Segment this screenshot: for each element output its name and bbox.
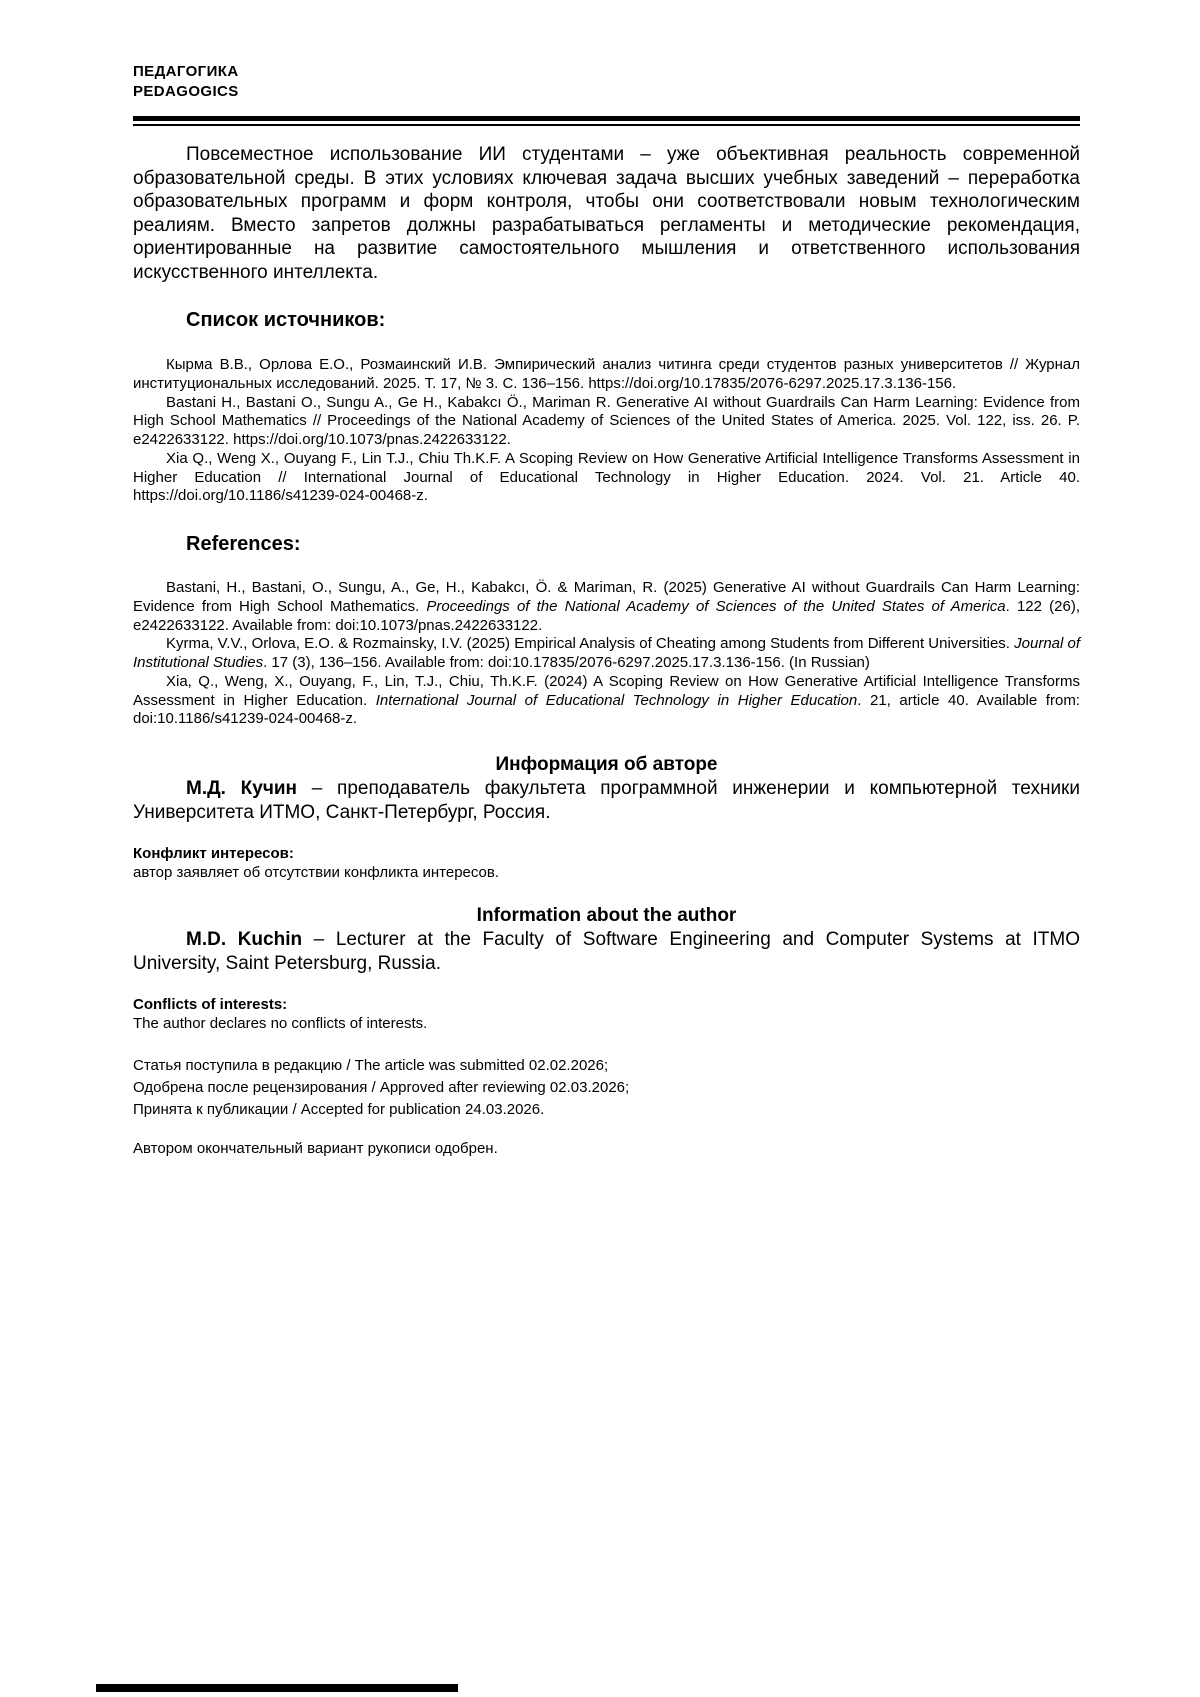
date-line: Принята к публикации / Accepted for publication 24.03.2026. (133, 1101, 545, 1118)
date-line: Одобрена после рецензирования / Approved after reviewing 02.03.2026; (133, 1079, 630, 1096)
author-name-ru: М.Д. Кучин (186, 778, 298, 799)
rubric-en: PEDAGOGICS (133, 83, 239, 100)
author-description-en: – Lecturer at the Faculty of Software Engineering and Computer Systems at ITMO University, Saint Petersburg, Russia. (133, 929, 1080, 974)
article-dates (133, 1055, 1080, 1121)
author-info-en (133, 928, 1080, 975)
journal-rubric (133, 62, 1080, 102)
rubric-ru: ПЕДАГОГИКА (133, 63, 239, 80)
conflict-block-en (133, 995, 1080, 1033)
references-heading-en: References: (186, 533, 301, 555)
reference-item: Xia, Q., Weng, X., Ouyang, F., Lin, T.J., Chiu, Th.K.F. (2024) A Scoping Review on How Generative Artificial Intelligence Transforms Assessment in Higher Education. International Journal of Educational Technology in Higher Education. 21, article 40. Available from: doi:10.1186/s41239-024-00468-z. (133, 672, 1080, 728)
references-list-en (133, 579, 1080, 729)
conflict-text-ru: автор заявляет об отсутствии конфликта интересов. (133, 864, 500, 881)
footer-scan-bar (96, 1684, 458, 1692)
sources-list-ru (133, 356, 1080, 506)
conflict-heading-en: Conflicts of interests: (133, 996, 288, 1013)
author-description-ru: – преподаватель факультета программной инженерии и компьютерной техники Университета ИТМО, Санкт-Петербург, Россия. (133, 778, 1080, 823)
author-info-heading-en: Information about the author (476, 905, 737, 926)
sources-heading-ru: Список источников: (186, 309, 386, 331)
conflict-block-ru (133, 844, 1080, 882)
conflict-text-en: The author declares no conflicts of interests. (133, 1015, 428, 1032)
author-name-en: M.D. Kuchin (186, 929, 303, 950)
reference-item: Bastani H., Bastani O., Sungu A., Ge H., Kabakcı Ö., Mariman R. Generative AI without Guardrails Can Harm Learning: Evidence from High School Mathematics // Proceedings of the National Academy of Sciences of the United States of America. 2025. Vol. 122, iss. 26. P. e2422633122. https://doi.org/10.1073/pnas.2422633122. (133, 393, 1080, 448)
header-rule (133, 116, 1080, 126)
approval-note: Автором окончательный вариант рукописи одобрен. (133, 1140, 498, 1157)
reference-item: Kyrma, V.V., Orlova, E.O. & Rozmainsky, I.V. (2025) Empirical Analysis of Cheating among Students from Different Universities. Journal of Institutional Studies. 17 (3), 136–156. Available from: doi:10.17835/2076-6297.2025.17.3.136-156. (In Russian) (133, 635, 1081, 671)
reference-item: Bastani, H., Bastani, O., Sungu, A., Ge, H., Kabakcı, Ö. & Mariman, R. (2025) Generative AI without Guardrails Can Harm Learning: Evidence from High School Mathematics. Proceedings of the National Academy of Sciences of the United States of America. 122 (26), e2422633122. Available from: doi:10.1073/pnas.2422633122. (133, 579, 1080, 634)
date-line: Статья поступила в редакцию / The article was submitted 02.02.2026; (133, 1057, 609, 1074)
author-info-ru (133, 777, 1080, 824)
reference-item: Xia Q., Weng X., Ouyang F., Lin T.J., Chiu Th.K.F. A Scoping Review on How Generative Artificial Intelligence Transforms Assessment in Higher Education // International Journal of Educational Technology in Higher Education. 2024. Vol. 21. Article 40. https://doi.org/10.1186/s41239-024-00468-z. (133, 449, 1080, 505)
reference-item: Кырма В.В., Орлова Е.О., Розмаинский И.В. Эмпирический анализ читинга среди студентов разных университетов // Журнал институциональных исследований. 2025. Т. 17, № 3. С. 136–156. https://doi.org/10.17835/2076-6297.2025.17.3.136-156. (133, 356, 1080, 392)
author-info-heading-ru: Информация об авторе (495, 754, 718, 775)
conflict-heading-ru: Конфликт интересов: (133, 845, 294, 862)
conclusion-paragraph: Повсеместное использование ИИ студентами – уже объективная реальность современной образовательной среды. В этих условиях ключевая задача высших учебных заведений – переработка образовательных программ и форм контроля, чтобы они соответствовали новым технологическим реалиям. Вместо запретов должны разрабатываться регламенты и методические рекомендация, ориентированные на развитие самостоятельного мышления и ответственного использования искусственного интеллекта. (133, 144, 1080, 283)
